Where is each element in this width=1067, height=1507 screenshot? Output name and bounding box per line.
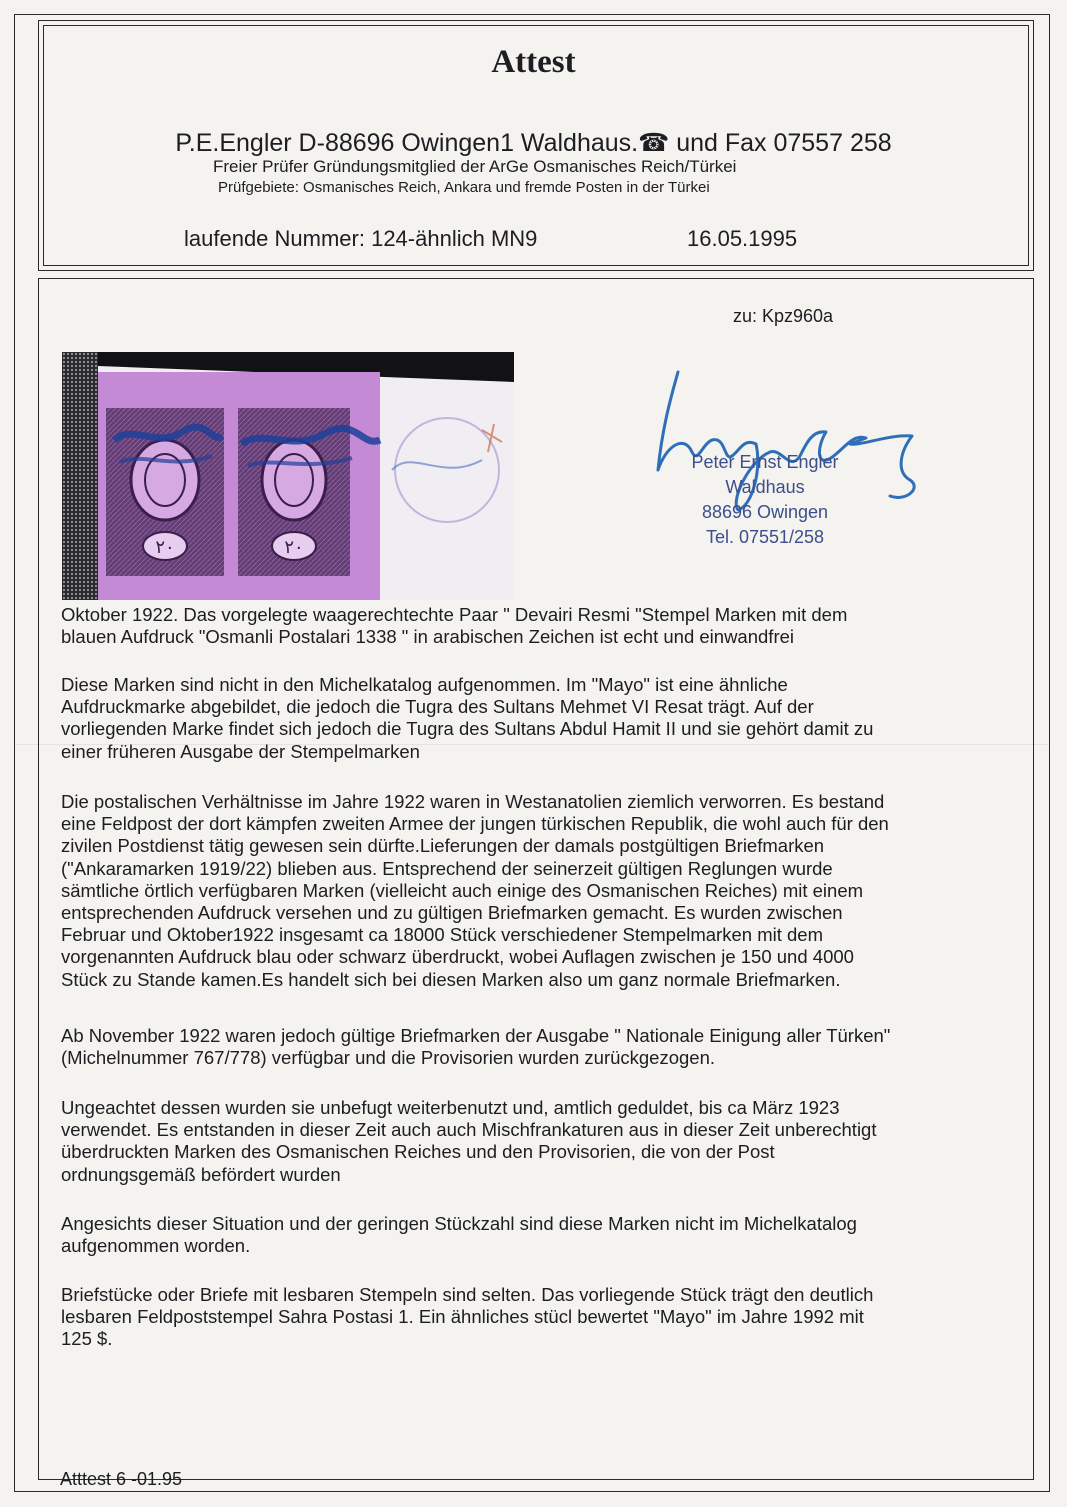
seal-place: Waldhaus: [725, 477, 805, 497]
text-line: Oktober 1922. Das vorgelegte waagerechtechte Paar " Devairi Resmi "Stempel Marken mit dem: [61, 604, 848, 625]
paragraph-description: [61, 604, 847, 648]
text-line: Stück zu Stande kamen.Es handelt sich bei diesen Marken also um ganz normale Briefmarken.: [61, 968, 841, 990]
examination-fields: Prüfgebiete: Osmanisches Reich, Ankara und fremde Posten in der Türkei: [218, 179, 710, 196]
text-line: Ab November 1922 waren jedoch gültige Briefmarken der Ausgabe " Nationale Einigung aller Türken": [61, 1025, 891, 1046]
examiner-role: Freier Prüfer Gründungsmitglied der ArGe Osmanisches Reich/Türkei: [213, 157, 737, 176]
text-line: vorgenannten Aufdruck blau oder schwarz überdruckt, wobei Auflagen zwischen je 150 und 4000: [61, 946, 854, 968]
stamp-1-value: ٢٠: [155, 537, 175, 558]
text-line: Ungeachtet dessen wurden sie unbefugt weiterbenutzt und, amtlich geduldet, bis ca März 1923: [61, 1097, 840, 1118]
text-line: 125 $.: [61, 1328, 113, 1350]
stamp-photo: [62, 352, 514, 600]
text-line: (Michelnummer 767/778) verfügbar und die Provisorien wurden zurückgezogen.: [61, 1047, 716, 1069]
paragraph-catalog-note: [61, 674, 873, 763]
text-line: zivilen Postdienst tätig gewesen sein dürfte.Lieferungen der damals postgültigen Briefmarken: [61, 835, 825, 857]
text-line: Februar und Oktober1922 insgesamt ca 18000 Stück verschiedener Stempelmarken mit dem: [61, 924, 823, 946]
seal-city: 88696 Owingen: [701, 502, 829, 522]
seal-phone: Tel. 07551/258: [705, 527, 825, 547]
paragraph-valuation: [61, 1284, 873, 1351]
paragraph-november-1922: [61, 1025, 890, 1069]
text-line: Briefstücke oder Briefe mit lesbaren Stempeln sind selten. Das vorliegende Stück trägt den deutlich: [61, 1284, 874, 1305]
text-line: lesbaren Feldpoststempel Sahra Postasi 1. Ein ähnliches stücl bewertet "Mayo" im Jahre 1992 mit: [61, 1306, 864, 1328]
certificate-date: 16.05.1995: [687, 226, 798, 251]
document-title: Attest: [491, 44, 576, 80]
catalog-reference: zu: Kpz960a: [733, 306, 834, 326]
text-line: ordnungsgemäß befördert wurden: [61, 1163, 341, 1185]
seal-name: Peter Ernst Engler: [691, 452, 839, 472]
examiner-seal: [655, 450, 875, 550]
text-line: Die postalischen Verhältnisse im Jahre 1922 waren in Westanatolien ziemlich verworren. Es bestand: [61, 791, 885, 812]
paragraph-conclusion: [61, 1213, 857, 1257]
paragraph-continued-use: [61, 1097, 876, 1186]
text-line: Aufdruckmarke abgebildet, die jedoch die Tugra des Sultans Mehmet VI Resat trägt. Auf der: [61, 696, 814, 718]
text-line: Diese Marken sind nicht in den Michelkatalog aufgenommen. Im "Mayo" ist eine ähnliche: [61, 674, 788, 695]
text-line: Angesichts dieser Situation und der geringen Stückzahl sind diese Marken nicht im Michelkatalog: [61, 1213, 857, 1234]
examiner-address: P.E.Engler D-88696 Owingen1 Waldhaus.☎ und Fax 07557 258: [175, 129, 892, 157]
text-line: einer früheren Ausgabe der Stempelmarken: [61, 740, 420, 762]
text-line: ("Ankaramarken 1919/22) blieben aus. Entsprechend der seinerzeit gültigen Reglungen wurde: [61, 857, 833, 879]
text-line: blauen Aufdruck "Osmanli Postalari 1338 " in arabischen Zeichen ist echt und einwandfrei: [61, 626, 794, 648]
serial-number: laufende Nummer: 124-ähnlich MN9: [184, 226, 538, 251]
text-line: aufgenommen worden.: [61, 1235, 251, 1257]
stamp-2-value: ٢٠: [284, 537, 304, 558]
text-line: vorliegenden Marke findet sich jedoch die Tugra des Sultans Abdul Hamit II und sie gehört damit zu: [61, 718, 874, 740]
text-line: verwendet. Es entstanden in dieser Zeit auch auch Mischfrankaturen aus in dieser Zeit unberechtigt: [61, 1119, 877, 1141]
text-line: sämtliche örtlich verfügbaren Marken (vielleicht auch einige des Osmanischen Reiches) mit einem: [61, 879, 864, 901]
text-line: eine Feldpost der dort kämpfen zweiten Armee der jungen türkischen Republik, die wohl auch für den: [61, 813, 889, 835]
paragraph-postal-history: [61, 791, 889, 991]
form-number: Atttest 6 -01.95: [60, 1469, 183, 1489]
text-line: entsprechenden Aufdruck versehen und zu gültigen Briefmarken gemacht. Es wurden zwischen: [61, 902, 843, 924]
text-line: überdruckten Marken des Osmanischen Reiches und den Provisorien, die von der Post: [61, 1141, 775, 1163]
